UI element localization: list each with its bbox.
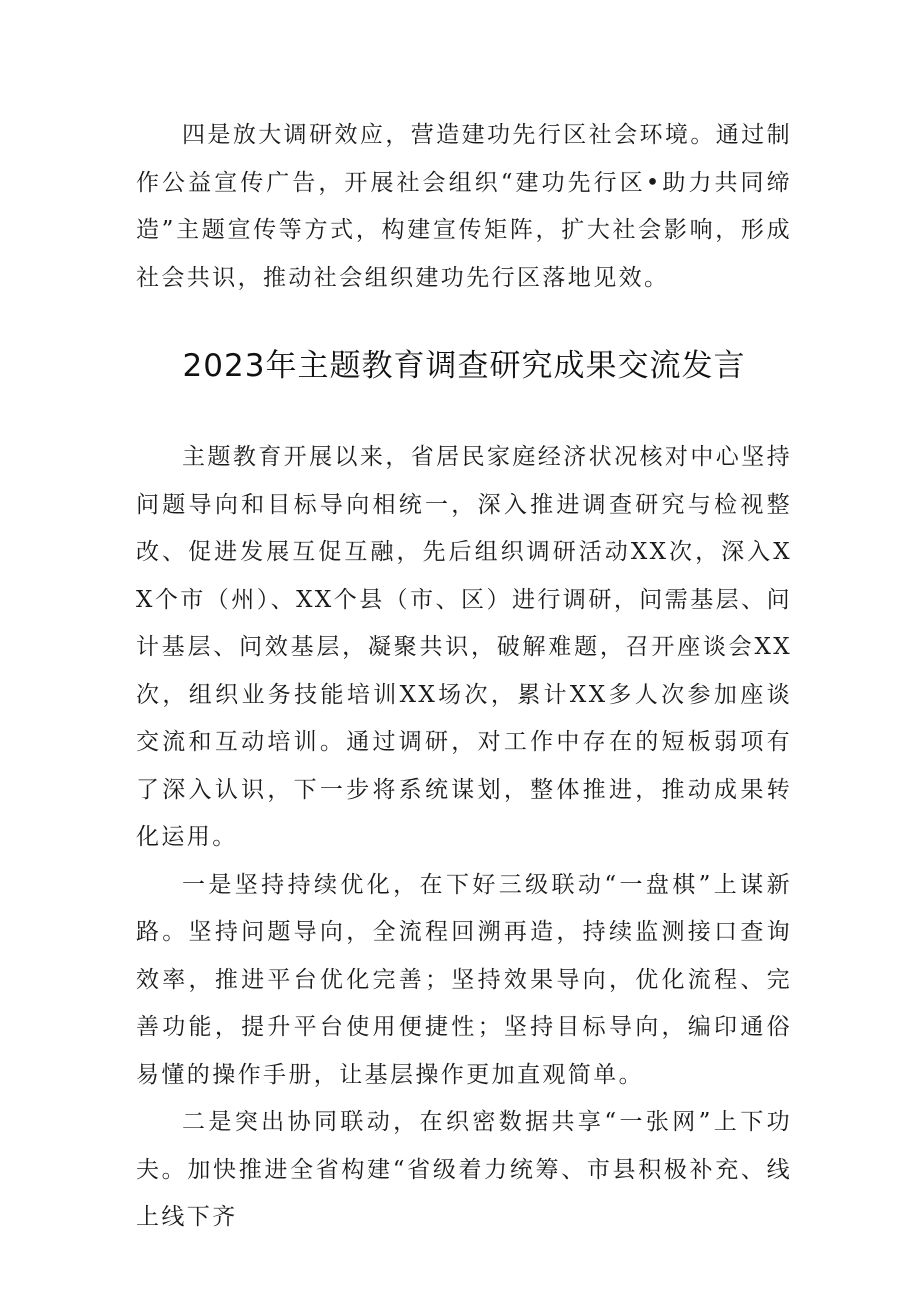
body-paragraph-2: 一是坚持持续优化，在下好三级联动“一盘棋”上谋新路。坚持问题导向，全流程回溯再造，持续监测接口查询效率，推进平台优化完善；坚持效果导向，优化流程、完善功能，提升平台使用便捷性；坚持目标导向，编印通俗易懂的操作手册，让基层操作更加直观简单。 — [136, 871, 792, 1088]
document-title: 2023年主题教育调查研究成果交流发言 — [182, 348, 746, 384]
intro-paragraph: 四是放大调研效应，营造建功先行区社会环境。通过制作公益宣传广告，开展社会组织“建功先行区•助力共同缔造”主题宣传等方式，构建宣传矩阵，扩大社会影响，形成社会共识，推动社会组织建功先行区落地见效。 — [136, 122, 792, 291]
body-paragraph-1: 主题教育开展以来，省居民家庭经济状况核对中心坚持问题导向和目标导向相统一，深入推进调查研究与检视整改、促进发展互促互融，先后组织调研活动XX次，深入XX个市（州）、XX个县（市、区）进行调研，问需基层、问计基层、问效基层，凝聚共识，破解难题，召开座谈会XX次，组织业务技能培训XX场次，累计XX多人次参加座谈交流和互动培训。通过调研，对工作中存在的短板弱项有了深入认识，下一步将系统谋划，整体推进，推动成果转化运用。 — [136, 444, 792, 850]
document-body — [136, 112, 792, 1242]
body-paragraph-3: 二是突出协同联动，在织密数据共享“一张网”上下功夫。加快推进全省构建“省级着力统筹、市县积极补充、线上线下齐 — [136, 1109, 792, 1230]
